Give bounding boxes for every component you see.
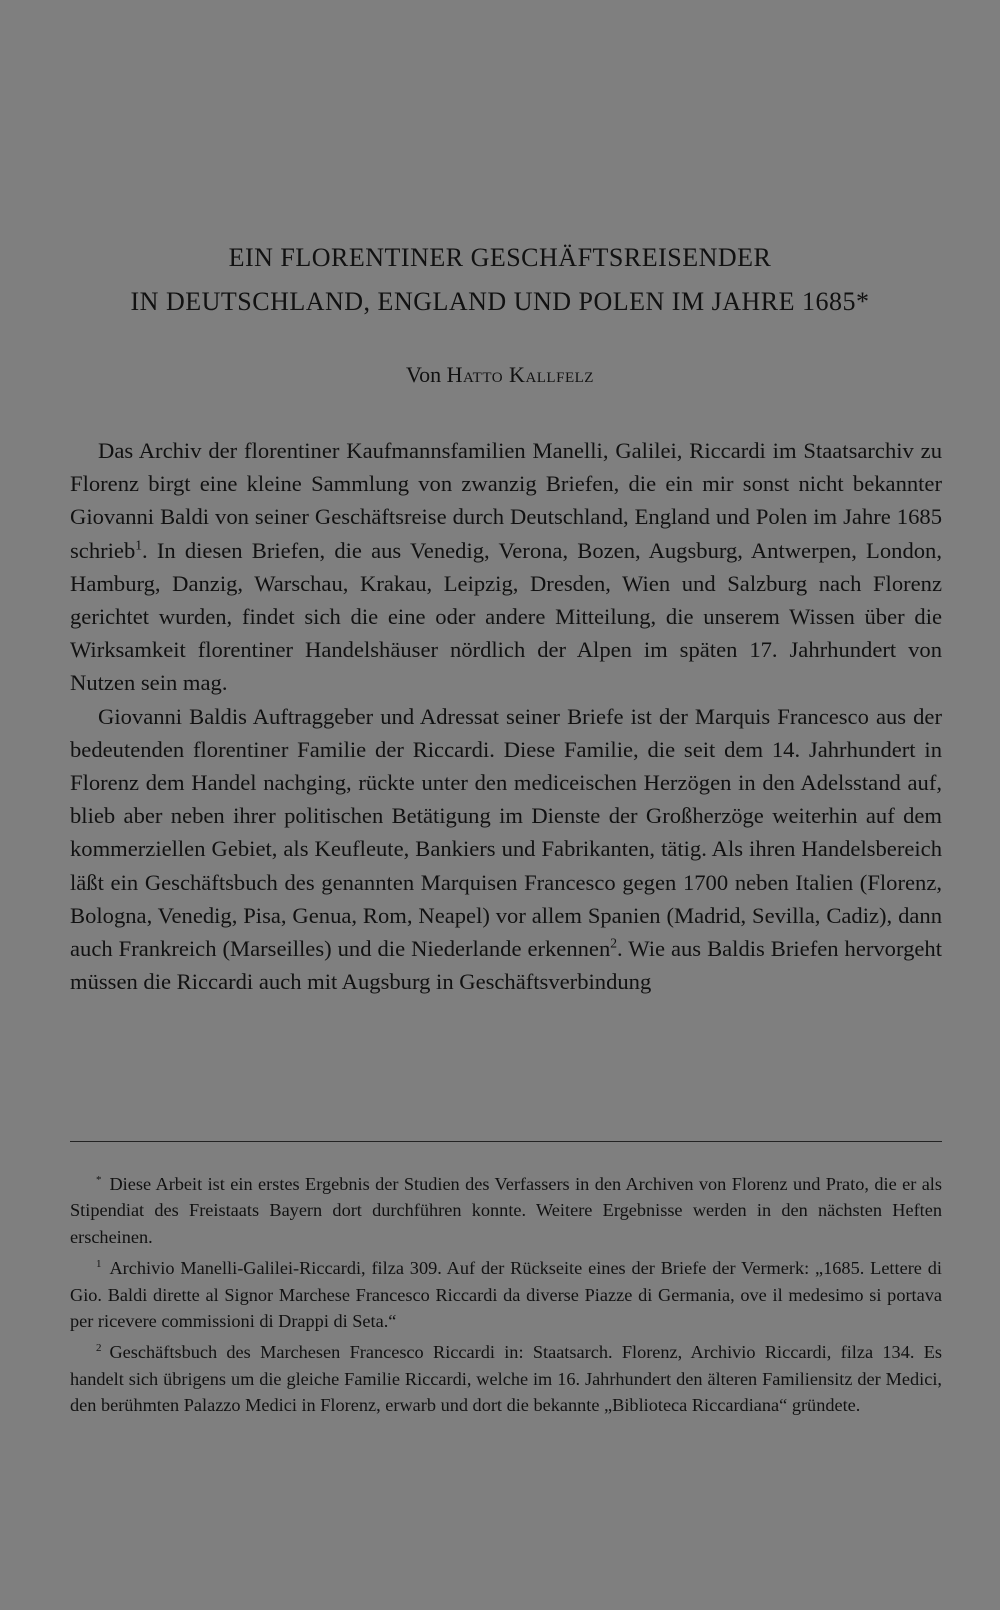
article-title-line-2: IN DEUTSCHLAND, ENGLAND UND POLEN IM JAHRE 1685* <box>130 287 870 316</box>
footnote-mark: 2 <box>96 1342 102 1355</box>
paragraph-1-text-b: . In diesen Briefen, die aus Venedig, Verona, Bozen, Augsburg, Antwerpen, London, Hamburg, Danzig, Warschau, Krakau, Leipzig, Dresden, Wien und Salzburg nach Florenz gerichtet wurden, findet sich die eine oder andere Mitteilung, die unserem Wissen über die Wirksamkeit florentiner Handelshäuser nördlich der Alpen im späten 17. Jahrhundert von Nutzen sein mag. <box>70 537 942 696</box>
article-title-line-1: EIN FLORENTINER GESCHÄFTSREISENDER <box>228 243 772 272</box>
author-name: Hatto Kallfelz <box>446 362 594 387</box>
footnotes <box>70 1171 942 1424</box>
footnote-mark: * <box>96 1173 102 1186</box>
footnote-separator <box>70 1141 942 1142</box>
footnote-text: Archivio Manelli-Galilei-Riccardi, filza 309. Auf der Rückseite eines der Briefe der Vermerk: „1685. Lettere di Gio. Baldi dirette al Signor Marchese Francesco Riccardi da diverse Piazze di Germania, ove il medesimo si portava per ricevere commissioni di Drappi di Seta.“ <box>70 1258 942 1332</box>
footnote-star <box>70 1171 942 1250</box>
footnote-1 <box>70 1255 942 1334</box>
footnote-text: Geschäftsbuch des Marchesen Francesco Riccardi in: Staatsarch. Florenz, Archivio Riccardi, filza 134. Es handelt sich übrigens um die gleiche Familie Riccardi, welche im 16. Jahrhundert den älteren Familiensitz der Medici, den berühmten Palazzo Medici in Florenz, erwarb und dort die bekannte „Biblioteca Riccardiana“ gründete. <box>70 1342 942 1416</box>
footnote-mark: 1 <box>96 1258 102 1271</box>
footnote-2 <box>70 1339 942 1418</box>
paragraph-1-text-a: Das Archiv der florentiner Kaufmannsfamilien Manelli, Galilei, Riccardi im Staatsarchiv zu Florenz birgt eine kleine Sammlung von zwanzig Briefen, die ein mir sonst nicht bekannter Giovanni Baldi von seiner Geschäftsreise durch Deutschland, England und Polen im Jahre 1685 schrieb <box>70 438 942 563</box>
footnote-ref-1: 1 <box>135 537 143 553</box>
footnote-text: Diese Arbeit ist ein erstes Ergebnis der Studien des Verfassers in den Archiven von Florenz und Prato, die er als Stipendiat des Freistaats Bayern dort durchführen konnte. Weitere Ergebnisse werden in den nächsten Heften erscheinen. <box>70 1174 942 1247</box>
byline-prefix: Von <box>406 362 442 387</box>
paragraph-2-text-b: . Wie aus Baldis Briefen hervorgeht müssen die Riccardi auch mit Augsburg in Geschäftsverbindung <box>70 936 942 995</box>
body-paragraph-1 <box>70 434 942 700</box>
article-body <box>70 434 942 998</box>
body-paragraph-2 <box>70 700 942 999</box>
paragraph-2-text-a: Giovanni Baldis Auftraggeber und Adressat seiner Briefe ist der Marquis Francesco aus der bedeutenden florentiner Familie der Riccardi. Diese Familie, die seit dem 14. Jahrhundert in Florenz dem Handel nachging, rückte unter den mediceischen Herzögen in den Adelsstand auf, blieb aber neben ihrer politischen Betätigung im Dienste der Großherzöge weiterhin auf dem kommerziellen Gebiet, als Keufleute, Bankiers und Fabrikanten, tätig. Als ihren Handelsbereich läßt ein Geschäftsbuch des genannten Marquisen Francesco gegen 1700 neben Italien (Florenz, Bologna, Venedig, Pisa, Genua, Rom, Neapel) vor allem Spanien (Madrid, Sevilla, Cadiz), dann auch Frankreich (Marseilles) und die Niederlande erkennen <box>70 703 942 962</box>
footnote-ref-2: 2 <box>610 935 618 951</box>
author-byline <box>0 362 1000 388</box>
